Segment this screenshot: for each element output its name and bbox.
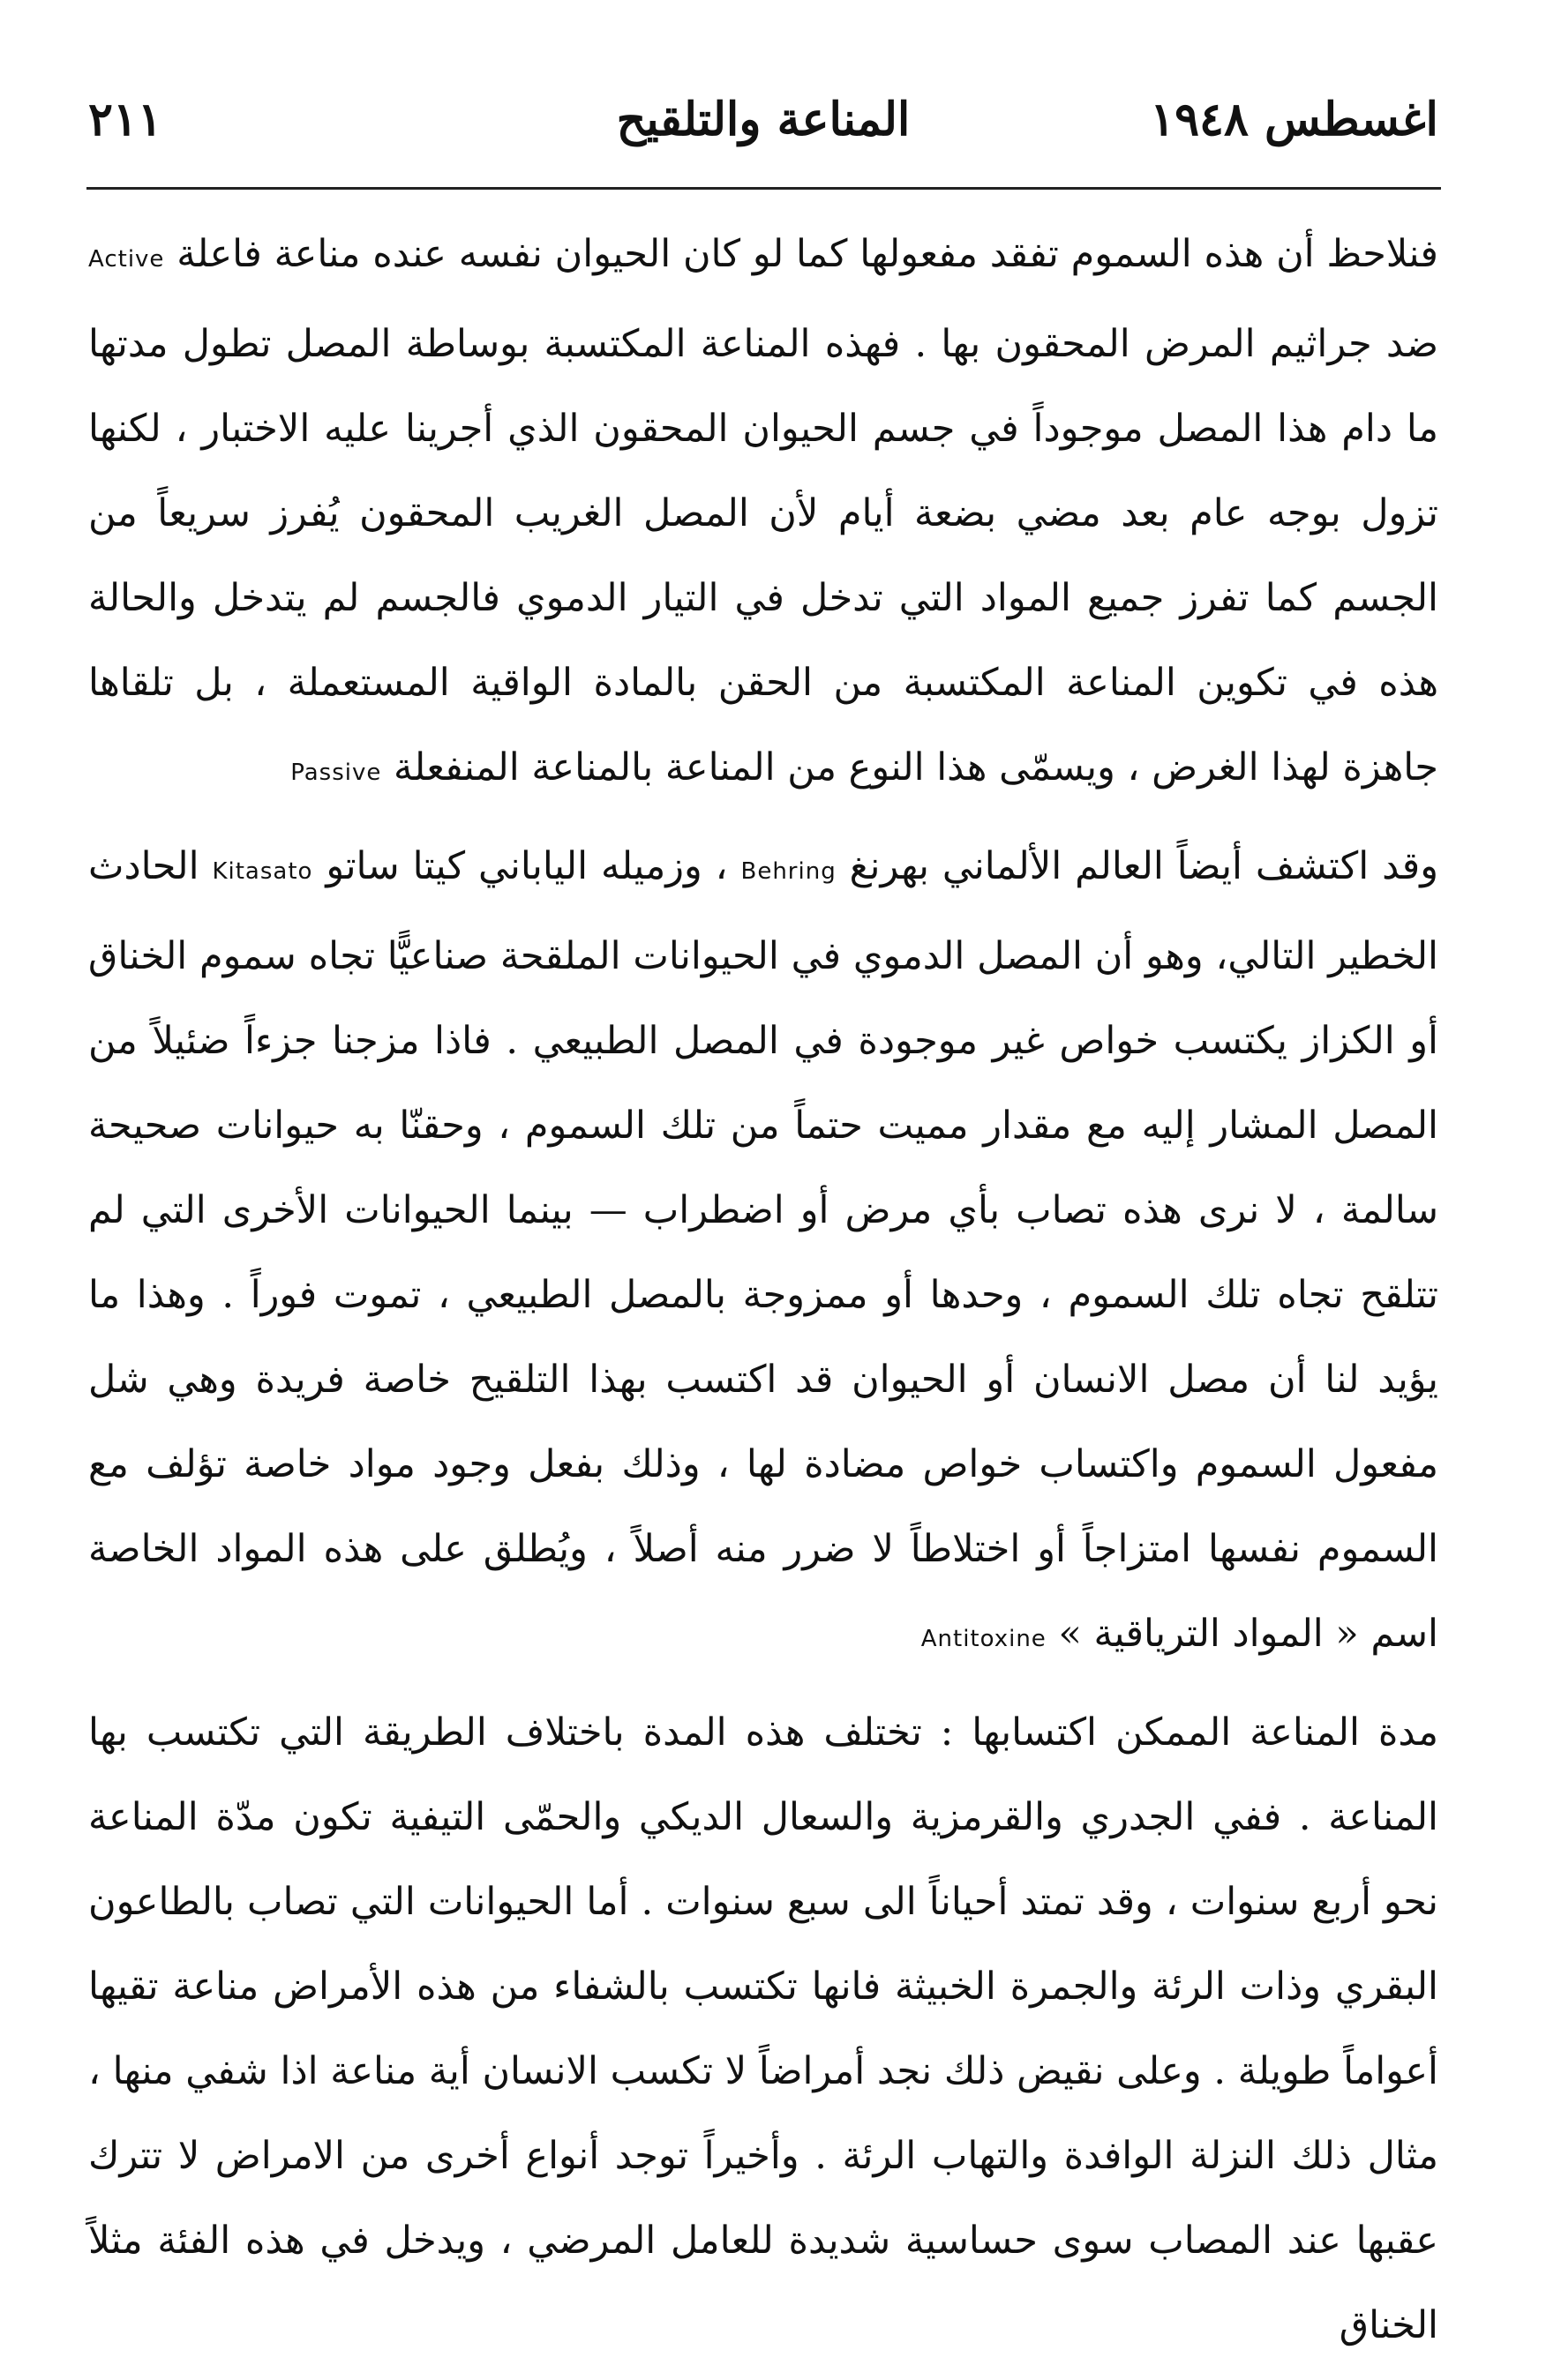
paragraph-3-text: مدة المناعة الممكن اكتسابها : تختلف هذه المدة باختلاف الطريقة التي تكتسب بها المناعة . ففي الجدري والقرمزية والسعال الديكي والحمّى التيفية تكون مدّة المناعة نحو أربع سنوات ، وقد تمتد أحياناً الى سبع سنوات . أما الحيوانات التي تصاب بالطاعون البقري وذات الرئة والجمرة الخبيثة فانها تكتسب بالشفاء من هذه الأمراض مناعة تقيها أعواماً طويلة . وعلى نقيض ذلك نجد أمراضاً لا تكسب الانسان أية مناعة اذا شفي منها ، مثال ذلك النزلة الوافدة والتهاب الرئة . وأخيراً توجد أنواع أخرى من الامراض لا تترك عقبها عند المصاب سوى حساسية شديدة للعامل المرضي ، ويدخل في هذه الفئة مثلاً الخناق — [88, 1710, 1438, 2347]
paragraph-3 — [88, 1690, 1438, 2368]
term-behring: Behring — [740, 858, 837, 885]
term-kitasato: Kitasato — [212, 858, 313, 885]
paragraph-1 — [88, 212, 1438, 815]
paragraph-1-text: ضد جراثيم المرض المحقون بها . فهذه المناعة المكتسبة بوساطة المصل تطول مدتها ما دام هذا المصل موجوداً في جسم الحيوان المحقون الذي أجرينا عليه الاختبار ، لكنها تزول بوجه عام بعد مضي بضعة أيام لأن المصل الغريب المحقون يُفرز سريعاً من الجسم كما تفرز جميع المواد التي تدخل في التيار الدموي فالجسم لم يتدخل والحالة هذه في تكوين المناعة المكتسبة من الحقن بالمادة الواقية المستعملة ، بل تلقاها جاهزة لهذا الغرض ، ويسمّى هذا النوع من المناعة بالمناعة المنفعلة — [88, 322, 1438, 790]
page-header — [88, 93, 1438, 172]
paragraph-1-text: فنلاحظ أن هذه السموم تفقد مفعولها كما لو كان الحيوان نفسه عنده مناعة فاعلة — [164, 232, 1438, 276]
paragraph-2-text: الحادث الخطير التالي، وهو أن المصل الدموي في الحيوانات الملقحة صناعيًّا تجاه سموم الخناق أو الكزاز يكتسب خواص غير موجودة في المصل الطبيعي . فاذا مزجنا جزءاً ضئيلاً من المصل المشار إليه مع مقدار مميت حتماً من تلك السموم ، وحقنّا به حيوانات صحيحة سالمة ، لا نرى هذه تصاب بأي مرض أو اضطراب — بينما الحيوانات الأخرى التي لم تتلقح تجاه تلك السموم ، وحدها أو ممزوجة بالمصل الطبيعي ، تموت فوراً . وهذا ما يؤيد لنا أن مصل الانسان أو الحيوان قد اكتسب بهذا التلقيح خاصة فريدة وهي شل مفعول السموم واكتساب خواص مضادة لها ، وذلك بفعل وجود مواد خاصة تؤلف مع السموم نفسها امتزاجاً أو اختلاطاً لا ضرر منه أصلاً ، ويُطلق على هذه المواد الخاصة اسم « المواد الترياقية » — [88, 844, 1438, 1656]
paragraph-2-text: وقد اكتشف أيضاً العالم الألماني بهرنغ — [836, 844, 1438, 888]
term-antitoxine: Antitoxine — [920, 1626, 1047, 1652]
paragraph-2 — [88, 824, 1438, 1681]
term-passive: Passive — [290, 760, 382, 786]
page-number: ٢١١ — [88, 93, 162, 146]
header-rule — [86, 187, 1441, 190]
header-date: اغسطس ١٩٤٨ — [1150, 93, 1438, 146]
paragraph-2-text: ، وزميله الياباني كيتا ساتو — [312, 844, 741, 888]
term-active: Active — [88, 246, 165, 273]
article-body — [88, 212, 1438, 2368]
header-title: المناعة والتلقيح — [616, 93, 911, 146]
